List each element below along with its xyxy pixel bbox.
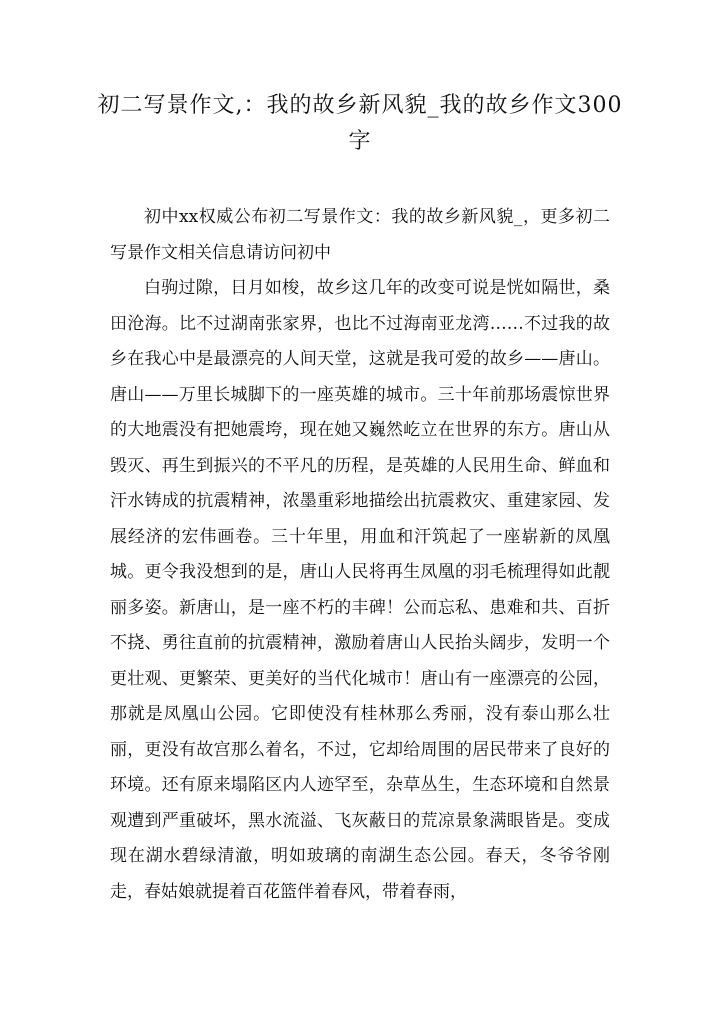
document-body xyxy=(110,200,610,910)
document-title: 初二写景作文,：我的故乡新风貌_我的故乡作文300字 xyxy=(97,93,623,154)
intro-paragraph: 初中xx权威公布初二写景作文：我的故乡新风貌_，更多初二写景作文相关信息请访问初中 xyxy=(110,207,610,263)
body-paragraph: 白驹过隙，日月如梭，故乡这几年的改变可说是恍如隔世，桑田沧海。比不过湖南张家界，也比不过海南亚龙湾……不过我的故乡在我心中是最漂亮的人间天堂，这就是我可爱的故乡——唐山。唐山——万里长城脚下的一座英雄的城市。三十年前那场震惊世界的大地震没有把她震垮，现在她又巍然屹立在世界的东方。唐山从毁灭、再生到振兴的不平凡的历程，是英雄的人民用生命、鲜血和汗水铸成的抗震精神，浓墨重彩地描绘出抗震救灾、重建家园、发展经济的宏伟画卷。三十年里，用血和汗筑起了一座崭新的凤凰城。更令我没想到的是，唐山人民将再生凤凰的羽毛梳理得如此靓丽多姿。新唐山，是一座不朽的丰碑！公而忘私、患难和共、百折不挠、勇往直前的抗震精神，激励着唐山人民抬头阔步，发明一个更壮观、更繁荣、更美好的当代化城市！唐山有一座漂亮的公园，那就是凤凰山公园。它即使没有桂林那么秀丽，没有泰山那么壮丽，更没有故宫那么着名，不过，它却给周围的居民带来了良好的环境。还有原来塌陷区内人迹罕至，杂草丛生，生态环境和自然景观遭到严重破坏，黑水流溢、飞灰蔽日的荒凉景象满眼皆是。变成现在湖水碧绿清澈，明如玻璃的南湖生态公园。春天，冬爷爷刚走，春姑娘就提着百花篮伴着春风，带着春雨， xyxy=(110,278,610,902)
